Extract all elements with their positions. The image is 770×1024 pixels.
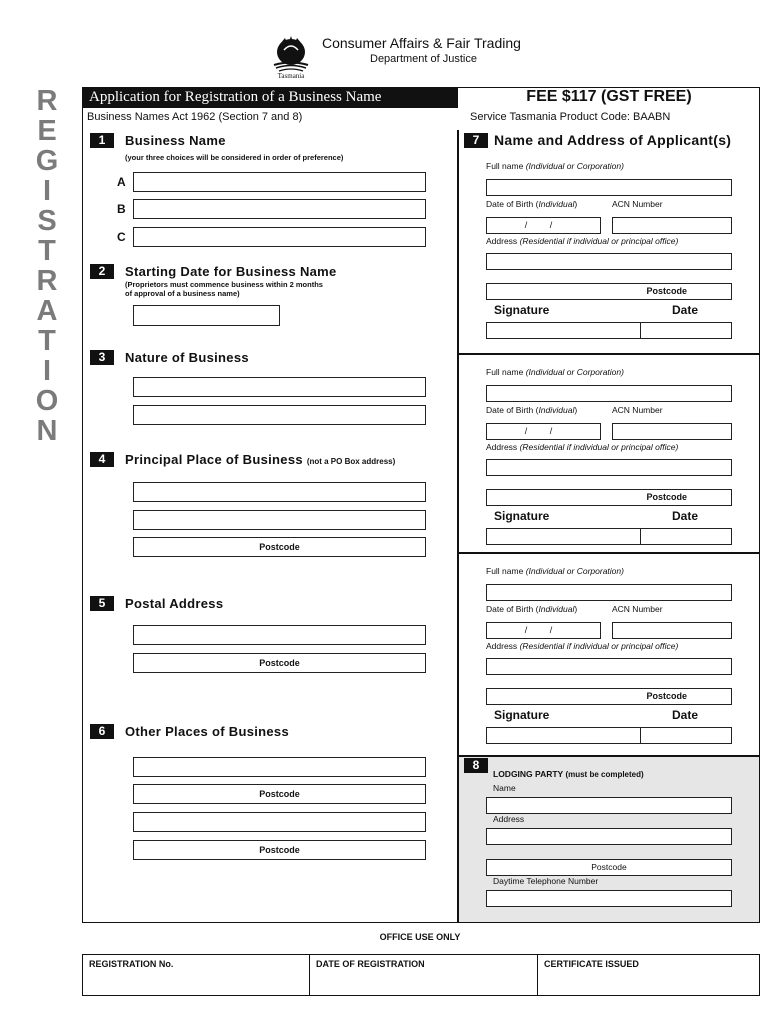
section-title-principal-place [125,452,395,467]
business-name-choice-c-field[interactable] [133,227,426,247]
side-label-letter: T [38,325,56,357]
applicant-acn-label: ACN Number [612,604,663,614]
label-text: Address [486,236,518,246]
section-number: 1 [90,133,114,148]
lodging-party-title [493,769,644,779]
side-label-letter: A [36,295,58,327]
applicant-divider [457,552,760,554]
label-hint: Individual [538,199,575,209]
signature-label: Signature [494,708,550,722]
section-number: 8 [464,758,488,773]
signature-date-divider [640,728,641,743]
side-label-letter: R [36,265,58,297]
applicant-address-label [486,641,678,651]
applicant-divider [457,755,760,757]
registration-date-cell: DATE OF REGISTRATION [316,959,425,969]
postal-address-field[interactable] [133,625,426,645]
date-label: Date [672,708,699,722]
label-text: Date of Birth ( [486,405,539,415]
label-text: ) [574,405,578,415]
section-title-text: Principal Place of Business [125,452,303,467]
office-use-table [82,954,760,996]
side-label-letter: G [35,145,59,177]
label-text: Full name [486,367,524,377]
label-hint: (Residential if individual or principal office) [519,236,679,246]
label-hint: (Individual or Corporation) [525,161,624,171]
postal-postcode-field[interactable] [133,653,426,673]
registration-number-cell: REGISTRATION No. [89,959,174,969]
label-hint: (Residential if individual or principal office) [519,641,679,651]
choice-label: B [117,202,126,216]
section-title-business-name: Business Name [125,133,226,148]
dob-separators: / / [524,625,563,635]
label-hint: Individual [538,405,575,415]
agency-name: Consumer Affairs & Fair Trading [322,35,521,51]
applicant-acn-field[interactable] [612,217,732,234]
applicant-postcode-field[interactable] [486,283,732,300]
section-title-other-places: Other Places of Business [125,724,289,739]
label-text: Address [486,442,518,452]
section-number: 6 [90,724,114,739]
side-label-letter: S [37,205,57,237]
label-hint: (Residential if individual or principal office) [519,442,679,452]
postcode-label: Postcode [259,845,300,855]
section-note: of approval of a business name) [125,289,240,298]
postcode-label: Postcode [646,286,687,296]
postcode-label: Postcode [259,542,300,552]
label-text: Address [486,641,518,651]
side-label-letter: O [35,385,59,417]
applicant-postcode-field[interactable] [486,489,732,506]
dob-separators: / / [524,426,563,436]
side-registration-label [30,85,64,447]
applicant-address-label [486,236,678,246]
other-place-postcode-field[interactable] [133,784,426,804]
product-code: Service Tasmania Product Code: BAABN [470,111,671,123]
section-number: 7 [464,133,488,148]
dob-separators: / / [524,220,563,230]
certificate-issued-cell: CERTIFICATE ISSUED [544,959,639,969]
applicant-dob-label [486,199,577,209]
signature-label: Signature [494,303,550,317]
column-divider [457,130,459,923]
section-title-nature: Nature of Business [125,350,249,365]
form-title: Application for Registration of a Business Name [82,87,458,108]
applicant-acn-label: ACN Number [612,405,663,415]
logo-caption: Tasmania [277,72,305,80]
applicant-full-name-label [486,566,624,576]
postcode-label: Postcode [646,492,687,502]
signature-label: Signature [494,509,550,523]
section-number: 2 [90,264,114,279]
applicant-address-field[interactable] [486,459,732,476]
section-note: (your three choices will be considered in order of preference) [125,153,344,162]
side-label-letter: T [38,235,56,267]
section-note: (Proprietors must commence business within 2 months [125,280,323,289]
signature-date-divider [640,529,641,544]
postcode-label: Postcode [259,789,300,799]
department-name: Department of Justice [370,53,477,65]
label-text: Date of Birth ( [486,199,539,209]
applicant-address-label [486,442,678,452]
section-number: 3 [90,350,114,365]
label-text: Date of Birth ( [486,604,539,614]
postcode-label: Postcode [259,658,300,668]
principal-address-field[interactable] [133,510,426,530]
business-name-choice-a-field[interactable] [133,172,426,192]
other-place-address-field[interactable] [133,812,426,832]
act-reference: Business Names Act 1962 (Section 7 and 8) [87,111,303,123]
section-number: 4 [90,452,114,467]
side-label-letter: R [36,85,58,117]
signature-date-field[interactable] [486,528,732,545]
label-text: ) [574,199,578,209]
business-name-choice-b-field[interactable] [133,199,426,219]
label-hint: (Individual or Corporation) [525,566,624,576]
applicant-full-name-field[interactable] [486,385,732,402]
lodging-phone-label: Daytime Telephone Number [493,876,599,886]
applicant-full-name-field[interactable] [486,179,732,196]
nature-of-business-field[interactable] [133,377,426,397]
applicant-acn-label: ACN Number [612,199,663,209]
applicant-dob-field[interactable] [486,622,601,639]
lodging-name-label: Name [493,783,516,793]
signature-date-divider [640,323,641,338]
applicant-divider [457,353,760,355]
section-title-postal-address: Postal Address [125,596,224,611]
lodging-phone-field[interactable] [486,890,732,907]
date-label: Date [672,509,699,523]
lodging-address-field[interactable] [486,828,732,845]
side-label-letter: I [42,175,52,207]
section-note: (not a PO Box address) [306,457,396,466]
applicant-address-field[interactable] [486,253,732,270]
label-hint: Individual [538,604,575,614]
applicant-full-name-label [486,161,624,171]
label-text: Full name [486,566,524,576]
signature-date-field[interactable] [486,727,732,744]
lodging-title-text: LODGING PARTY [493,769,564,779]
applicant-postcode-field[interactable] [486,688,732,705]
other-place-address-field[interactable] [133,757,426,777]
principal-address-field[interactable] [133,482,426,502]
lodging-postcode-field[interactable] [486,859,732,876]
applicant-dob-field[interactable] [486,423,601,440]
side-label-letter: N [36,415,58,447]
applicant-address-field[interactable] [486,658,732,675]
applicant-dob-label [486,604,577,614]
lodging-title-note: (must be completed) [565,770,644,779]
label-hint: (Individual or Corporation) [525,367,624,377]
lodging-address-label: Address [493,814,525,824]
lodging-name-field[interactable] [486,797,732,814]
other-place-postcode-field[interactable] [133,840,426,860]
side-label-letter: E [37,115,57,147]
principal-postcode-field[interactable] [133,537,426,557]
section-title-starting-date: Starting Date for Business Name [125,264,337,279]
postcode-label: Postcode [646,691,687,701]
postcode-label: Postcode [591,862,627,872]
side-label-letter: I [42,355,52,387]
date-label: Date [672,303,699,317]
label-text: Full name [486,161,524,171]
applicant-full-name-label [486,367,624,377]
applicant-acn-field[interactable] [612,423,732,440]
applicant-full-name-field[interactable] [486,584,732,601]
applicant-dob-label [486,405,577,415]
applicant-dob-field[interactable] [486,217,601,234]
signature-date-field[interactable] [486,322,732,339]
nature-of-business-field[interactable] [133,405,426,425]
section-title-applicants: Name and Address of Applicant(s) [494,132,732,148]
choice-label: C [117,230,126,244]
starting-date-field[interactable] [133,305,280,326]
section-number: 5 [90,596,114,611]
fee-label: FEE $117 (GST FREE) [526,88,692,105]
office-use-heading: OFFICE USE ONLY [379,932,461,942]
label-text: ) [574,604,578,614]
choice-label: A [117,175,126,189]
applicant-acn-field[interactable] [612,622,732,639]
